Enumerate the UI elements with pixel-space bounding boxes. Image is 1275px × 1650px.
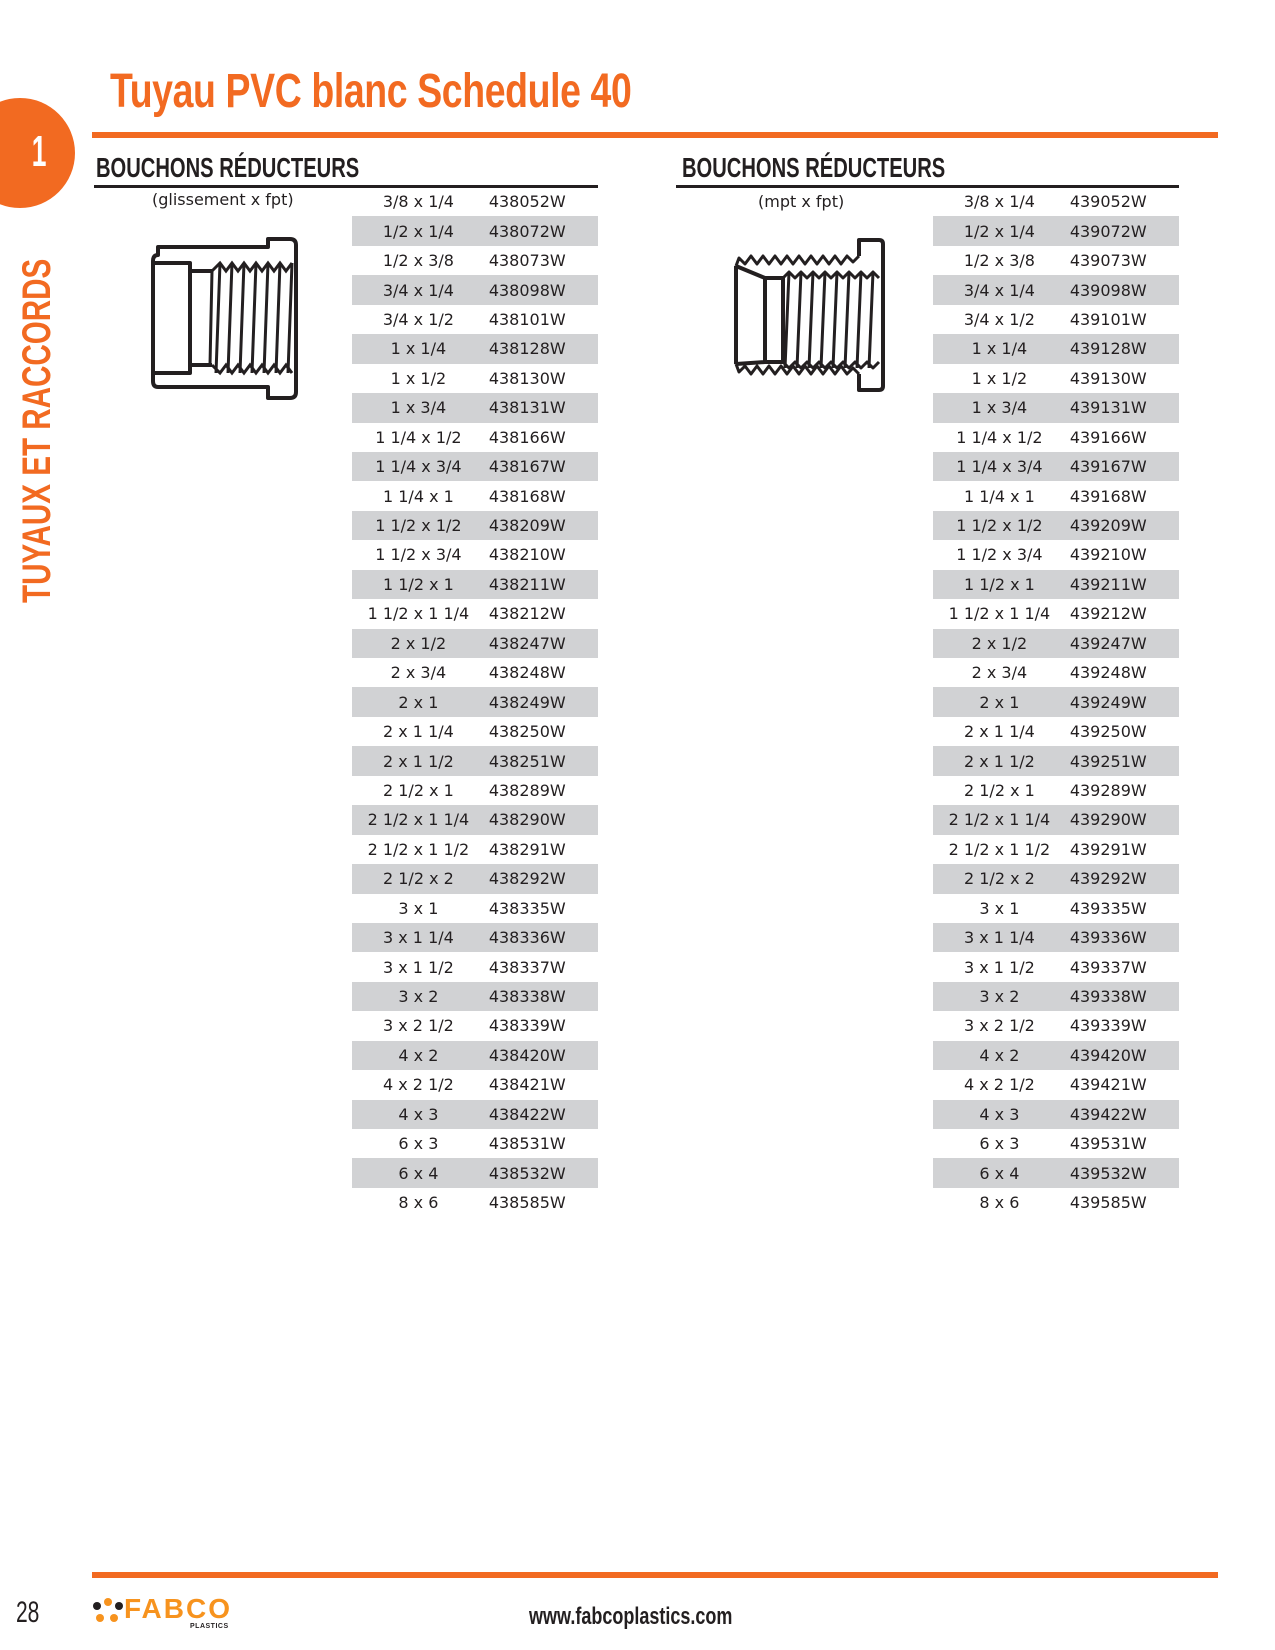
- table-row: [352, 1129, 598, 1158]
- part-number-cell: 438585W: [488, 1193, 566, 1213]
- size-cell: 3 x 2: [979, 987, 1020, 1007]
- table-row: [933, 1129, 1179, 1158]
- page-title: Tuyau PVC blanc Schedule 40: [110, 65, 632, 118]
- table-row: [933, 540, 1179, 569]
- part-number-cell: 439166W: [1069, 427, 1147, 447]
- part-number-cell: 439291W: [1069, 839, 1147, 859]
- table-row: [933, 658, 1179, 687]
- part-number-cell: 438335W: [488, 898, 566, 918]
- table-row: [933, 805, 1179, 834]
- size-cell: 2 1/2 x 2: [963, 869, 1035, 889]
- table-row: [352, 540, 598, 569]
- part-number-cell: 439131W: [1069, 398, 1147, 418]
- size-cell: 3 x 1: [979, 898, 1020, 918]
- table-row: [933, 1100, 1179, 1129]
- table-row: [933, 746, 1179, 775]
- part-number-cell: 439251W: [1069, 751, 1147, 771]
- table-row: [352, 1011, 598, 1040]
- part-number-cell: 438052W: [488, 192, 566, 212]
- part-number-cell: 438166W: [488, 427, 566, 447]
- size-cell: 2 x 1: [979, 692, 1020, 712]
- size-cell: 3 x 1 1/2: [382, 957, 454, 977]
- left-product-table: [352, 187, 598, 1217]
- table-row: [933, 1041, 1179, 1070]
- size-cell: 1/2 x 1/4: [963, 221, 1035, 241]
- table-row: [352, 717, 598, 746]
- table-row: [933, 187, 1179, 216]
- size-cell: 1 1/2 x 1/2: [375, 516, 462, 536]
- table-row: [933, 1158, 1179, 1187]
- size-cell: 2 x 1 1/2: [963, 751, 1035, 771]
- table-row: [352, 805, 598, 834]
- size-cell: 1 x 1/2: [971, 368, 1028, 388]
- part-number-cell: 439250W: [1069, 722, 1147, 742]
- part-number-cell: 439532W: [1069, 1163, 1147, 1183]
- part-number-cell: 439339W: [1069, 1016, 1147, 1036]
- table-row: [352, 364, 598, 393]
- website-url[interactable]: www.fabcoplastics.com: [529, 1603, 733, 1630]
- size-cell: 2 1/2 x 1: [963, 780, 1035, 800]
- part-number-cell: 438072W: [488, 221, 566, 241]
- size-cell: 3/4 x 1/2: [382, 309, 454, 329]
- left-section-title: BOUCHONS RÉDUCTEURS: [96, 152, 360, 183]
- right-section-title: BOUCHONS RÉDUCTEURS: [682, 152, 946, 183]
- table-row: [352, 629, 598, 658]
- part-number-cell: 439421W: [1069, 1075, 1147, 1095]
- table-row: [933, 923, 1179, 952]
- size-cell: 6 x 4: [398, 1163, 439, 1183]
- size-cell: 3/4 x 1/2: [963, 309, 1035, 329]
- part-number-cell: 439167W: [1069, 457, 1147, 477]
- size-cell: 2 x 3/4: [390, 663, 447, 683]
- size-cell: 1 1/2 x 1: [963, 574, 1035, 594]
- size-cell: 3 x 2: [398, 987, 439, 1007]
- part-number-cell: 439290W: [1069, 810, 1147, 830]
- footer-divider: [92, 1572, 1218, 1578]
- chapter-label-text: TUYAUX ET RACCORDS: [15, 258, 59, 603]
- table-row: [352, 275, 598, 304]
- part-number-cell: 439337W: [1069, 957, 1147, 977]
- part-number-cell: 439335W: [1069, 898, 1147, 918]
- table-row: [352, 393, 598, 422]
- part-number-cell: 438248W: [488, 663, 566, 683]
- table-row: [352, 599, 598, 628]
- table-row: [933, 570, 1179, 599]
- part-number-cell: 438290W: [488, 810, 566, 830]
- left-section-subtitle: (glissement x fpt): [152, 190, 294, 209]
- size-cell: 1 1/2 x 3/4: [956, 545, 1043, 565]
- part-number-cell: 438251W: [488, 751, 566, 771]
- size-cell: 4 x 3: [398, 1104, 439, 1124]
- size-cell: 3 x 1 1/4: [382, 928, 454, 948]
- size-cell: 1 x 3/4: [390, 398, 447, 418]
- part-number-cell: 439072W: [1069, 221, 1147, 241]
- size-cell: 3 x 1: [398, 898, 439, 918]
- table-row: [933, 511, 1179, 540]
- table-row: [352, 864, 598, 893]
- reducer-bushing-mpt-fpt-drawing: [733, 236, 885, 394]
- size-cell: 2 1/2 x 1 1/2: [948, 839, 1051, 859]
- size-cell: 1/2 x 3/8: [963, 251, 1035, 271]
- part-number-cell: 438339W: [488, 1016, 566, 1036]
- table-row: [352, 952, 598, 981]
- table-row: [352, 511, 598, 540]
- size-cell: 2 x 1/2: [971, 633, 1028, 653]
- size-cell: 1 x 3/4: [971, 398, 1028, 418]
- table-row: [933, 687, 1179, 716]
- brand-logo-text: FABCO: [124, 1593, 232, 1624]
- table-row: [933, 776, 1179, 805]
- size-cell: 2 x 1 1/2: [382, 751, 454, 771]
- size-cell: 2 1/2 x 2: [382, 869, 454, 889]
- size-cell: 2 1/2 x 1 1/2: [367, 839, 470, 859]
- table-row: [933, 246, 1179, 275]
- table-row: [933, 982, 1179, 1011]
- size-cell: 3 x 2 1/2: [963, 1016, 1035, 1036]
- size-cell: 1 x 1/4: [390, 339, 447, 359]
- reducer-bushing-slip-fpt-drawing: [150, 233, 300, 401]
- table-row: [352, 1188, 598, 1217]
- part-number-cell: 438210W: [488, 545, 566, 565]
- table-row: [933, 1188, 1179, 1217]
- size-cell: 1 1/4 x 1: [963, 486, 1035, 506]
- part-number-cell: 439338W: [1069, 987, 1147, 1007]
- table-row: [352, 923, 598, 952]
- part-number-cell: 438338W: [488, 987, 566, 1007]
- size-cell: 3/8 x 1/4: [963, 192, 1035, 212]
- part-number-cell: 438131W: [488, 398, 566, 418]
- size-cell: 1 1/4 x 1: [382, 486, 454, 506]
- size-cell: 1 x 1/2: [390, 368, 447, 388]
- table-row: [352, 1070, 598, 1099]
- part-number-cell: 439336W: [1069, 928, 1147, 948]
- page-number: 28: [16, 1596, 40, 1629]
- table-row: [933, 599, 1179, 628]
- size-cell: 3 x 2 1/2: [382, 1016, 454, 1036]
- part-number-cell: 439292W: [1069, 869, 1147, 889]
- table-row: [933, 1011, 1179, 1040]
- part-number-cell: 439210W: [1069, 545, 1147, 565]
- table-row: [352, 658, 598, 687]
- table-row: [352, 835, 598, 864]
- size-cell: 4 x 2 1/2: [963, 1075, 1035, 1095]
- table-row: [352, 334, 598, 363]
- part-number-cell: 438336W: [488, 928, 566, 948]
- table-row: [933, 334, 1179, 363]
- size-cell: 8 x 6: [398, 1193, 439, 1213]
- size-cell: 2 x 1 1/4: [382, 722, 454, 742]
- size-cell: 8 x 6: [979, 1193, 1020, 1213]
- size-cell: 1 x 1/4: [971, 339, 1028, 359]
- title-divider: [92, 132, 1218, 138]
- part-number-cell: 439531W: [1069, 1134, 1147, 1154]
- table-row: [352, 894, 598, 923]
- table-row: [933, 423, 1179, 452]
- table-row: [352, 452, 598, 481]
- size-cell: 3/4 x 1/4: [963, 280, 1035, 300]
- part-number-cell: 438098W: [488, 280, 566, 300]
- part-number-cell: 438422W: [488, 1104, 566, 1124]
- part-number-cell: 438211W: [488, 574, 566, 594]
- size-cell: 1 1/2 x 1 1/4: [367, 604, 470, 624]
- size-cell: 1 1/4 x 3/4: [375, 457, 462, 477]
- table-row: [352, 1100, 598, 1129]
- size-cell: 2 1/2 x 1: [382, 780, 454, 800]
- part-number-cell: 438101W: [488, 309, 566, 329]
- table-row: [352, 1158, 598, 1187]
- size-cell: 4 x 2: [979, 1045, 1020, 1065]
- table-row: [352, 216, 598, 245]
- table-row: [933, 305, 1179, 334]
- size-cell: 2 x 1 1/4: [963, 722, 1035, 742]
- size-cell: 2 1/2 x 1 1/4: [948, 810, 1051, 830]
- table-row: [352, 982, 598, 1011]
- table-row: [933, 835, 1179, 864]
- part-number-cell: 439248W: [1069, 663, 1147, 683]
- table-row: [933, 894, 1179, 923]
- part-number-cell: 438531W: [488, 1134, 566, 1154]
- part-number-cell: 439212W: [1069, 604, 1147, 624]
- part-number-cell: 438167W: [488, 457, 566, 477]
- brand-logo-subtext: PLASTICS: [190, 1623, 229, 1630]
- table-row: [352, 423, 598, 452]
- table-row: [352, 1041, 598, 1070]
- table-row: [352, 570, 598, 599]
- part-number-cell: 439249W: [1069, 692, 1147, 712]
- table-row: [933, 275, 1179, 304]
- size-cell: 2 x 1/2: [390, 633, 447, 653]
- size-cell: 1/2 x 3/8: [382, 251, 454, 271]
- part-number-cell: 439130W: [1069, 368, 1147, 388]
- table-row: [933, 864, 1179, 893]
- size-cell: 2 1/2 x 1 1/4: [367, 810, 470, 830]
- size-cell: 1 1/2 x 1: [382, 574, 454, 594]
- part-number-cell: 438421W: [488, 1075, 566, 1095]
- part-number-cell: 439168W: [1069, 486, 1147, 506]
- size-cell: 6 x 3: [979, 1134, 1020, 1154]
- size-cell: 1/2 x 1/4: [382, 221, 454, 241]
- size-cell: 4 x 2: [398, 1045, 439, 1065]
- size-cell: 1 1/2 x 1 1/4: [948, 604, 1051, 624]
- table-row: [352, 187, 598, 216]
- part-number-cell: 438420W: [488, 1045, 566, 1065]
- part-number-cell: 438073W: [488, 251, 566, 271]
- size-cell: 3/4 x 1/4: [382, 280, 454, 300]
- part-number-cell: 439052W: [1069, 192, 1147, 212]
- table-row: [933, 393, 1179, 422]
- table-row: [933, 952, 1179, 981]
- part-number-cell: 438209W: [488, 516, 566, 536]
- chapter-number: 1: [31, 127, 47, 176]
- part-number-cell: 438532W: [488, 1163, 566, 1183]
- part-number-cell: 439211W: [1069, 574, 1147, 594]
- table-row: [352, 776, 598, 805]
- part-number-cell: 438168W: [488, 486, 566, 506]
- part-number-cell: 439128W: [1069, 339, 1147, 359]
- size-cell: 4 x 3: [979, 1104, 1020, 1124]
- right-product-table: [933, 187, 1179, 1217]
- size-cell: 1 1/4 x 3/4: [956, 457, 1043, 477]
- part-number-cell: 438289W: [488, 780, 566, 800]
- part-number-cell: 438337W: [488, 957, 566, 977]
- chapter-label: [15, 223, 59, 603]
- size-cell: 1 1/2 x 3/4: [375, 545, 462, 565]
- size-cell: 6 x 4: [979, 1163, 1020, 1183]
- part-number-cell: 438249W: [488, 692, 566, 712]
- size-cell: 3/8 x 1/4: [382, 192, 454, 212]
- part-number-cell: 438128W: [488, 339, 566, 359]
- right-section-subtitle: (mpt x fpt): [758, 192, 845, 211]
- table-row: [352, 746, 598, 775]
- table-row: [933, 629, 1179, 658]
- part-number-cell: 438250W: [488, 722, 566, 742]
- table-row: [352, 687, 598, 716]
- part-number-cell: 439585W: [1069, 1193, 1147, 1213]
- table-row: [933, 452, 1179, 481]
- part-number-cell: 439098W: [1069, 280, 1147, 300]
- size-cell: 4 x 2 1/2: [382, 1075, 454, 1095]
- part-number-cell: 438247W: [488, 633, 566, 653]
- part-number-cell: 439073W: [1069, 251, 1147, 271]
- part-number-cell: 439289W: [1069, 780, 1147, 800]
- size-cell: 1 1/4 x 1/2: [956, 427, 1043, 447]
- size-cell: 3 x 1 1/4: [963, 928, 1035, 948]
- part-number-cell: 439209W: [1069, 516, 1147, 536]
- size-cell: 3 x 1 1/2: [963, 957, 1035, 977]
- table-row: [933, 364, 1179, 393]
- table-row: [352, 305, 598, 334]
- part-number-cell: 439422W: [1069, 1104, 1147, 1124]
- size-cell: 2 x 1: [398, 692, 439, 712]
- table-row: [352, 246, 598, 275]
- part-number-cell: 438130W: [488, 368, 566, 388]
- table-row: [933, 481, 1179, 510]
- part-number-cell: 438292W: [488, 869, 566, 889]
- table-row: [352, 481, 598, 510]
- part-number-cell: 439247W: [1069, 633, 1147, 653]
- table-row: [933, 717, 1179, 746]
- part-number-cell: 438212W: [488, 604, 566, 624]
- fabco-logo-icon: [92, 1598, 124, 1624]
- size-cell: 1 1/2 x 1/2: [956, 516, 1043, 536]
- table-row: [933, 1070, 1179, 1099]
- part-number-cell: 439420W: [1069, 1045, 1147, 1065]
- part-number-cell: 439101W: [1069, 309, 1147, 329]
- size-cell: 2 x 3/4: [971, 663, 1028, 683]
- size-cell: 1 1/4 x 1/2: [375, 427, 462, 447]
- size-cell: 6 x 3: [398, 1134, 439, 1154]
- table-row: [933, 216, 1179, 245]
- part-number-cell: 438291W: [488, 839, 566, 859]
